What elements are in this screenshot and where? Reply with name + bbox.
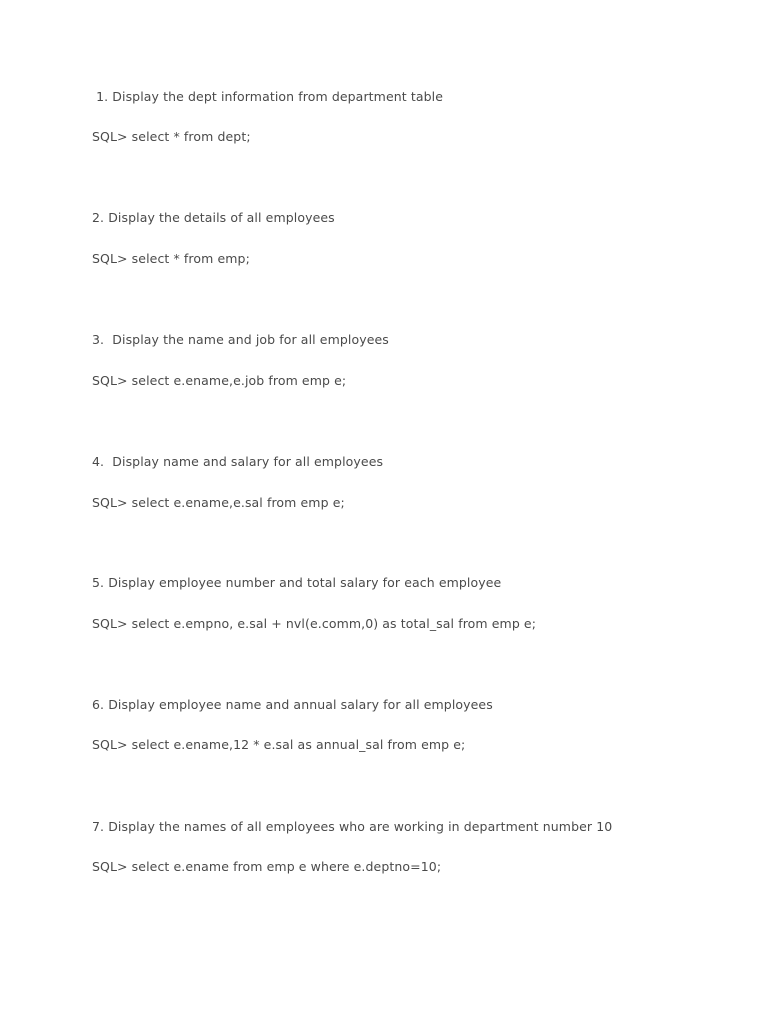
question-4: 4. Display name and salary for all employees [92, 454, 384, 469]
answer-2: SQL> select * from emp; [92, 251, 250, 266]
question-6: 6. Display employee name and annual salary for all employees [92, 697, 493, 712]
answer-6: SQL> select e.ename,12 * e.sal as annual_sal from emp e; [92, 737, 466, 752]
answer-5: SQL> select e.empno, e.sal + nvl(e.comm,0) as total_sal from emp e; [92, 616, 537, 631]
question-3: 3. Display the name and job for all employees [92, 332, 389, 347]
question-5: 5. Display employee number and total salary for each employee [92, 575, 502, 590]
answer-1: SQL> select * from dept; [92, 129, 251, 144]
answer-3: SQL> select e.ename,e.job from emp e; [92, 373, 347, 388]
question-7: 7. Display the names of all employees who are working in department number 10 [92, 819, 613, 834]
answer-7: SQL> select e.ename from emp e where e.deptno=10; [92, 859, 442, 874]
question-2: 2. Display the details of all employees [92, 210, 335, 225]
question-1: 1. Display the dept information from department table [92, 89, 444, 104]
answer-4: SQL> select e.ename,e.sal from emp e; [92, 495, 345, 510]
